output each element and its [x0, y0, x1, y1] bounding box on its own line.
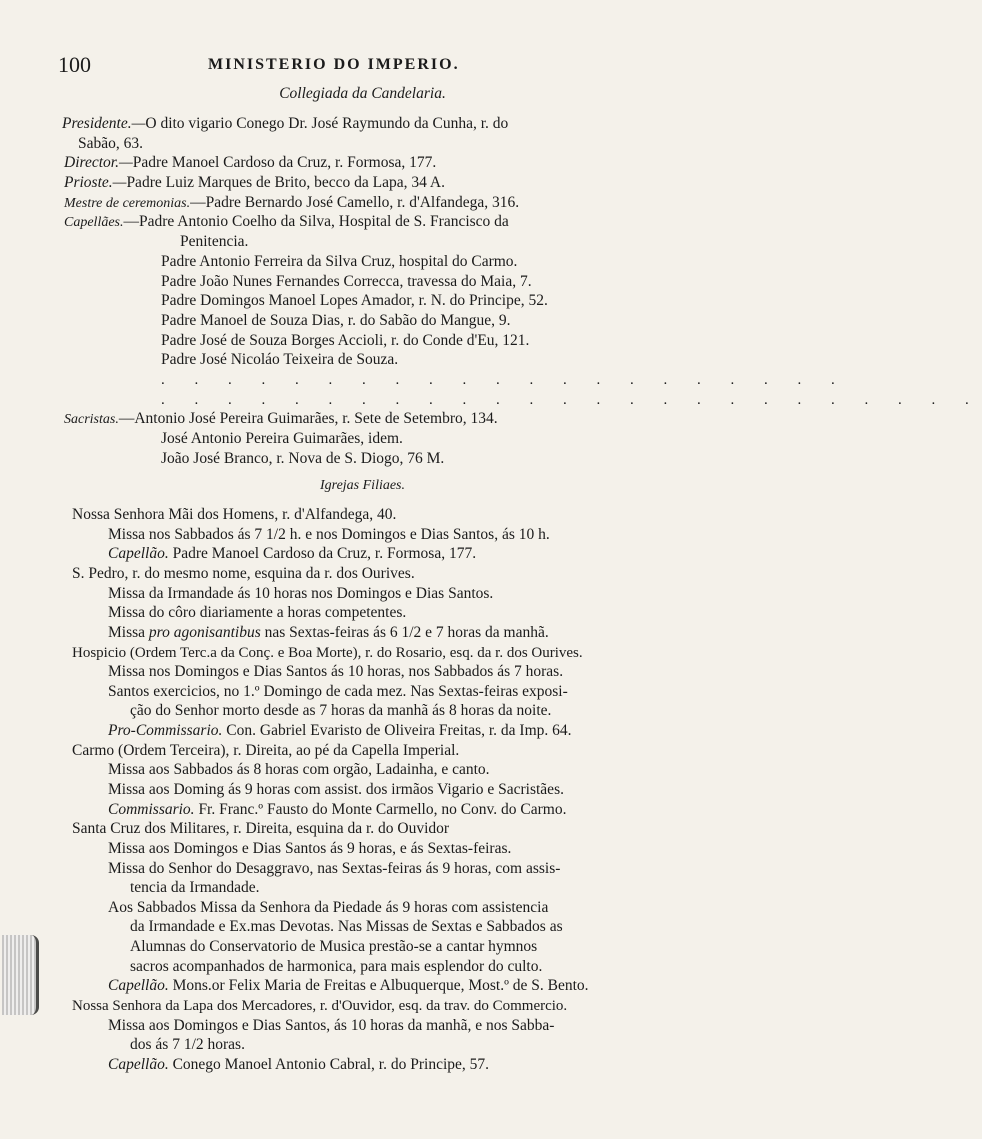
text-line: Padre João Nunes Fernandes Correcca, travessa do Maia, 7.: [161, 273, 532, 290]
text-line: Missa da Irmandade ás 10 horas nos Domingos e Dias Santos.: [108, 585, 494, 602]
text-line: Capellão. Mons.or Felix Maria de Freitas e Albuquerque, Most.º de S. Bento.: [108, 977, 589, 994]
text-line: Aos Sabbados Missa da Senhora da Piedade ás 9 horas com assistencia: [108, 899, 549, 916]
subsection-title: Igrejas Filiaes.: [319, 478, 406, 493]
text-line: Missa nos Domingos e Dias Santos ás 10 horas, nos Sabbados ás 7 horas.: [108, 663, 564, 680]
text-line: S. Pedro, r. do mesmo nome, esquina da r. dos Ourives.: [72, 565, 415, 582]
text-line: tencia da Irmandade.: [130, 879, 260, 896]
text-line: Padre Manoel de Souza Dias, r. do Sabão do Mangue, 9.: [161, 312, 511, 329]
page-number: 100: [58, 52, 91, 77]
text-line: Capellães.—Padre Antonio Coelho da Silva, Hospital de S. Francisco da: [64, 213, 509, 230]
text-line: João José Branco, r. Nova de S. Diogo, 76 M.: [161, 450, 445, 467]
text-line: Penitencia.: [180, 233, 249, 250]
text-line: dos ás 7 1/2 horas.: [130, 1036, 245, 1053]
text-line: Padre Antonio Ferreira da Silva Cruz, hospital do Carmo.: [161, 253, 518, 270]
text-line: Commissario. Fr. Franc.º Fausto do Monte Carmello, no Conv. do Carmo.: [108, 801, 567, 818]
text-line: Sacristas.—Antonio José Pereira Guimarães, r. Sete de Setembro, 134.: [64, 410, 498, 427]
text-line: Capellão. Conego Manoel Antonio Cabral, r. do Principe, 57.: [108, 1056, 490, 1073]
text-line: Santa Cruz dos Militares, r. Direita, esquina da r. do Ouvidor: [72, 820, 450, 837]
text-line: Missa aos Domingos e Dias Santos ás 9 horas, e ás Sextas-feiras.: [108, 840, 512, 857]
text-line: Missa nos Sabbados ás 7 1/2 h. e nos Domingos e Dias Santos, ás 10 h.: [108, 526, 550, 543]
text-line: Mestre de ceremonias.—Padre Bernardo José Camello, r. d'Alfandega, 316.: [64, 194, 520, 211]
text-line: Pro-Commissario. Con. Gabriel Evaristo de Oliveira Freitas, r. da Imp. 64.: [108, 722, 572, 739]
text-line: Missa do Senhor do Desaggravo, nas Sextas-feiras ás 9 horas, com assis-: [108, 860, 561, 877]
text-line: Padre Domingos Manoel Lopes Amador, r. N. do Principe, 52.: [161, 292, 548, 309]
running-header: [58, 48, 698, 78]
binding-clip-artifact: [2, 935, 39, 1015]
text-line: Prioste.—Padre Luiz Marques de Brito, becco da Lapa, 34 A.: [64, 174, 445, 191]
text-line: Missa aos Domingos e Dias Santos, ás 10 horas da manhã, e nos Sabba-: [108, 1017, 555, 1034]
running-title: MINISTERIO DO IMPERIO.: [208, 56, 460, 73]
text-line: Nossa Senhora da Lapa dos Mercadores, r. d'Ouvidor, esq. da trav. do Commercio.: [72, 998, 568, 1014]
dotted-leader: . . . . . . . . . . . . . . . . . . . . . . . . .: [161, 392, 982, 408]
text-line: Padre José Nicoláo Teixeira de Souza.: [161, 351, 399, 368]
text-line: Missa do côro diariamente a horas competentes.: [108, 604, 407, 621]
section-title: Collegiada da Candelaria.: [279, 85, 446, 102]
dotted-leader: . . . . . . . . . . . . . . . . . . . . .: [161, 372, 848, 388]
text-line: Nossa Senhora Mãi dos Homens, r. d'Alfandega, 40.: [72, 506, 397, 523]
text-line: Missa aos Doming ás 9 horas com assist. dos irmãos Vigario e Sacristães.: [108, 781, 564, 798]
text-line: Missa pro agonisantibus nas Sextas-feiras ás 6 1/2 e 7 horas da manhã.: [108, 624, 549, 641]
text-line: ção do Senhor morto desde as 7 horas da manhã ás 8 horas da noite.: [130, 702, 552, 719]
text-line: Carmo (Ordem Terceira), r. Direita, ao pé da Capella Imperial.: [72, 742, 460, 759]
text-line: Padre José de Souza Borges Accioli, r. do Conde d'Eu, 121.: [161, 332, 530, 349]
text-line: Alumnas do Conservatorio de Musica prestão-se a cantar hymnos: [130, 938, 538, 955]
text-line: da Irmandade e Ex.mas Devotas. Nas Missas de Sextas e Sabbados as: [130, 918, 563, 935]
text-line: Presidente.—O dito vigario Conego Dr. José Raymundo da Cunha, r. do: [62, 115, 509, 132]
text-line: José Antonio Pereira Guimarães, idem.: [161, 430, 403, 447]
text-line: Santos exercicios, no 1.º Domingo de cada mez. Nas Sextas-feiras exposi-: [108, 683, 568, 700]
text-line: sacros acompanhados de harmonica, para mais esplendor do culto.: [130, 958, 543, 975]
text-line: Capellão. Padre Manoel Cardoso da Cruz, r. Formosa, 177.: [108, 545, 477, 562]
text-line: Sabão, 63.: [78, 135, 144, 152]
text-line: Director.—Padre Manoel Cardoso da Cruz, r. Formosa, 177.: [64, 154, 437, 171]
text-line: Missa aos Sabbados ás 8 horas com orgão, Ladainha, e canto.: [108, 761, 490, 778]
text-line: Hospicio (Ordem Terc.a da Conç. e Boa Morte), r. do Rosario, esq. da r. dos Ourives.: [72, 645, 583, 661]
